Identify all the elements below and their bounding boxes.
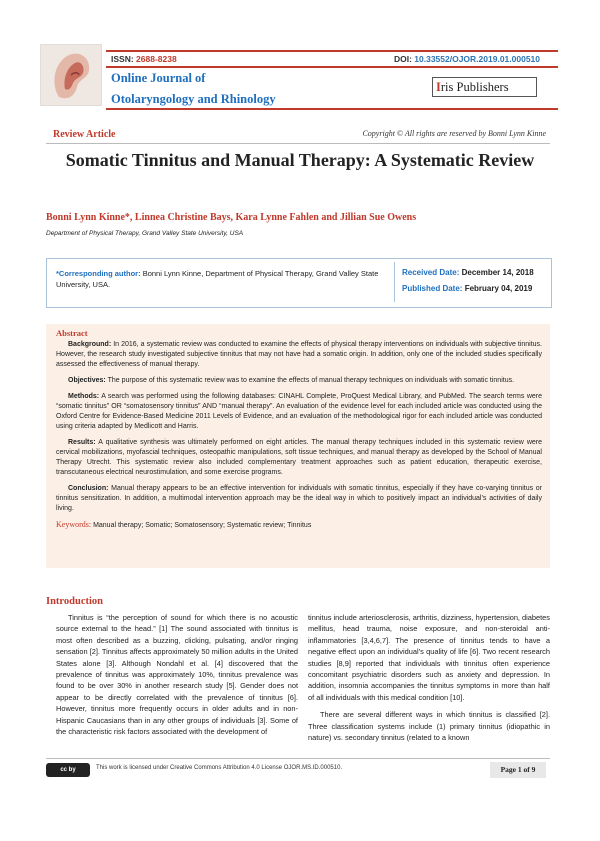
- creative-commons-badge[interactable]: cc by: [46, 763, 90, 777]
- abstract-methods: Methods: A search was performed using the following databases: CINAHL Complete, ProQuest Medical Library, and PubMed. The search terms were “somatic tinnitus” OR “somatosensory tinnitus” AND “manual therapy”. An evaluation of the evidence level for each included article was conducted using the Oxford Centre for Evidence-Based Medicine 2011 Levels of Evidence, and an evaluation of the methodological rigor for each included article was conducted using criteria adapted by Medlicott and Harris.: [56, 393, 543, 430]
- abstract-heading: Abstract: [56, 328, 88, 338]
- footer-rule: [46, 758, 550, 759]
- publisher-logo: Iris Publishers: [432, 77, 537, 97]
- journal-name-line2: Otolaryngology and Rhinology: [111, 92, 276, 106]
- corresponding-author: *Corresponding author: Bonni Lynn Kinne, Department of Physical Therapy, Grand Valley State University, USA.: [56, 269, 379, 289]
- keywords: Keywords: Manual therapy; Somatic; Somatosensory; Systematic review; Tinnitus: [56, 520, 312, 529]
- license-text: This work is licensed under Creative Commons Attribution 4.0 License OJOR.MS.ID.000510.: [96, 765, 343, 771]
- header-rule-top: [106, 50, 558, 52]
- journal-name-line1: Online Journal of: [111, 71, 206, 85]
- published-date: Published Date: February 04, 2019: [402, 284, 533, 293]
- body-column-left: [56, 612, 298, 743]
- doi-link[interactable]: 10.33552/OJOR.2019.01.000510: [414, 54, 540, 64]
- body-paragraph: tinnitus include arteriosclerosis, arthritis, dizziness, hypertension, diabetes mellitus, head trauma, noise exposure, and non-steroidal anti-inflammatories [3,4,6,7]. The presence of tinnitus tends to have a negative effect upon an individual’s quality of life [6]. Two recent research studies [8,9] reported that individuals with tinnitus often experience concomitant psychiatric disorders such as anxiety and depression. In addition, insomnia accompanies the tinnitus symptoms in more than half of all individuals with this medical condition [10].: [308, 613, 550, 702]
- article-title: Somatic Tinnitus and Manual Therapy: A Systematic Review: [65, 150, 535, 170]
- ear-nose-illustration-icon: [41, 45, 101, 105]
- issn: ISSN: 2688-8238: [111, 54, 177, 64]
- body-column-right: [308, 612, 550, 749]
- header-rule-mid: [106, 66, 558, 68]
- abstract-content: [56, 328, 542, 531]
- body-paragraph: There are several different ways in which tinnitus is classified [2]. Three classification systems include (1) primary tinnitus (idiopathic in nature) vs. secondary tinnitus (related to a known: [308, 710, 550, 743]
- affiliation: Department of Physical Therapy, Grand Valley State University, USA: [46, 230, 244, 237]
- page-number: Page 1 of 9: [490, 762, 546, 778]
- header-rule-bottom: [106, 108, 558, 110]
- abstract-conclusion: Conclusion: Manual therapy appears to be an effective intervention for individuals with somatic tinnitus, especially if they have co-varying tinnitus or tinnitus sensitization. In addition, a multimodal intervention approach may be the ideal way in which to positively impact an individual’s activities of daily living.: [56, 485, 543, 512]
- introduction-heading: Introduction: [46, 596, 103, 607]
- article-type: Review Article: [53, 129, 116, 140]
- correspondence-divider: [394, 262, 395, 302]
- abstract-objectives: Objectives: The purpose of this systematic review was to examine the effects of manual therapy techniques on individuals with somatic tinnitus.: [68, 377, 515, 384]
- received-date: Received Date: December 14, 2018: [402, 268, 534, 277]
- doi: DOI: 10.33552/OJOR.2019.01.000510: [393, 54, 540, 64]
- authors: Bonni Lynn Kinne*, Linnea Christine Bays, Kara Lynne Fahlen and Jillian Sue Owens: [46, 212, 417, 223]
- abstract-results: Results: A qualitative synthesis was ultimately performed on eight articles. The manual therapy techniques included in this systematic review were cervical mobilizations, myofascial techniques, osteopathic manipulations, soft tissue techniques, and manual therapy as developed by the School of Manual Therapy Utrecht. This systematic review also included complementary treatment approaches such as patient education, therapeutic exercise, transcutaneous electrical neurostimulation, and some exercise programs.: [56, 439, 542, 476]
- copyright: Copyright © All rights are reserved by Bonni Lynn Kinne: [362, 129, 546, 138]
- body-paragraph: Tinnitus is “the perception of sound for which there is no acoustic source external to the head.” [1] The sound associated with tinnitus is most often described as a buzzing, clicking, pulsating, and/or ringing sensation [2]. Tinnitus affects approximately 50 million adults in the United States alone [3]. Although Nondahl et al. [4] discovered that the prevalence of tinnitus was approximately 10%, tinnitus prevalence was found to be over 30% in another research study [5]. Gender does not appear to be directly correlated with the prevalence of tinnitus [6]. However, tinnitus more frequently occurs in older adults and in non-Hispanic Caucasians than in any other groups of individuals [3]. Some of the characteristic risk factors associated with the development of: [56, 613, 298, 737]
- abstract-background: Background: In 2016, a systematic review was conducted to examine the effects of physical therapy interventions on individuals with subjective tinnitus. However, the research study investigated subjective tinnitus that may not have had a somatic origin. In addition, only one of the included studies specifically assessed the effectiveness of manual therapy.: [56, 341, 542, 368]
- journal-logo: [40, 44, 102, 106]
- divider: [46, 143, 550, 144]
